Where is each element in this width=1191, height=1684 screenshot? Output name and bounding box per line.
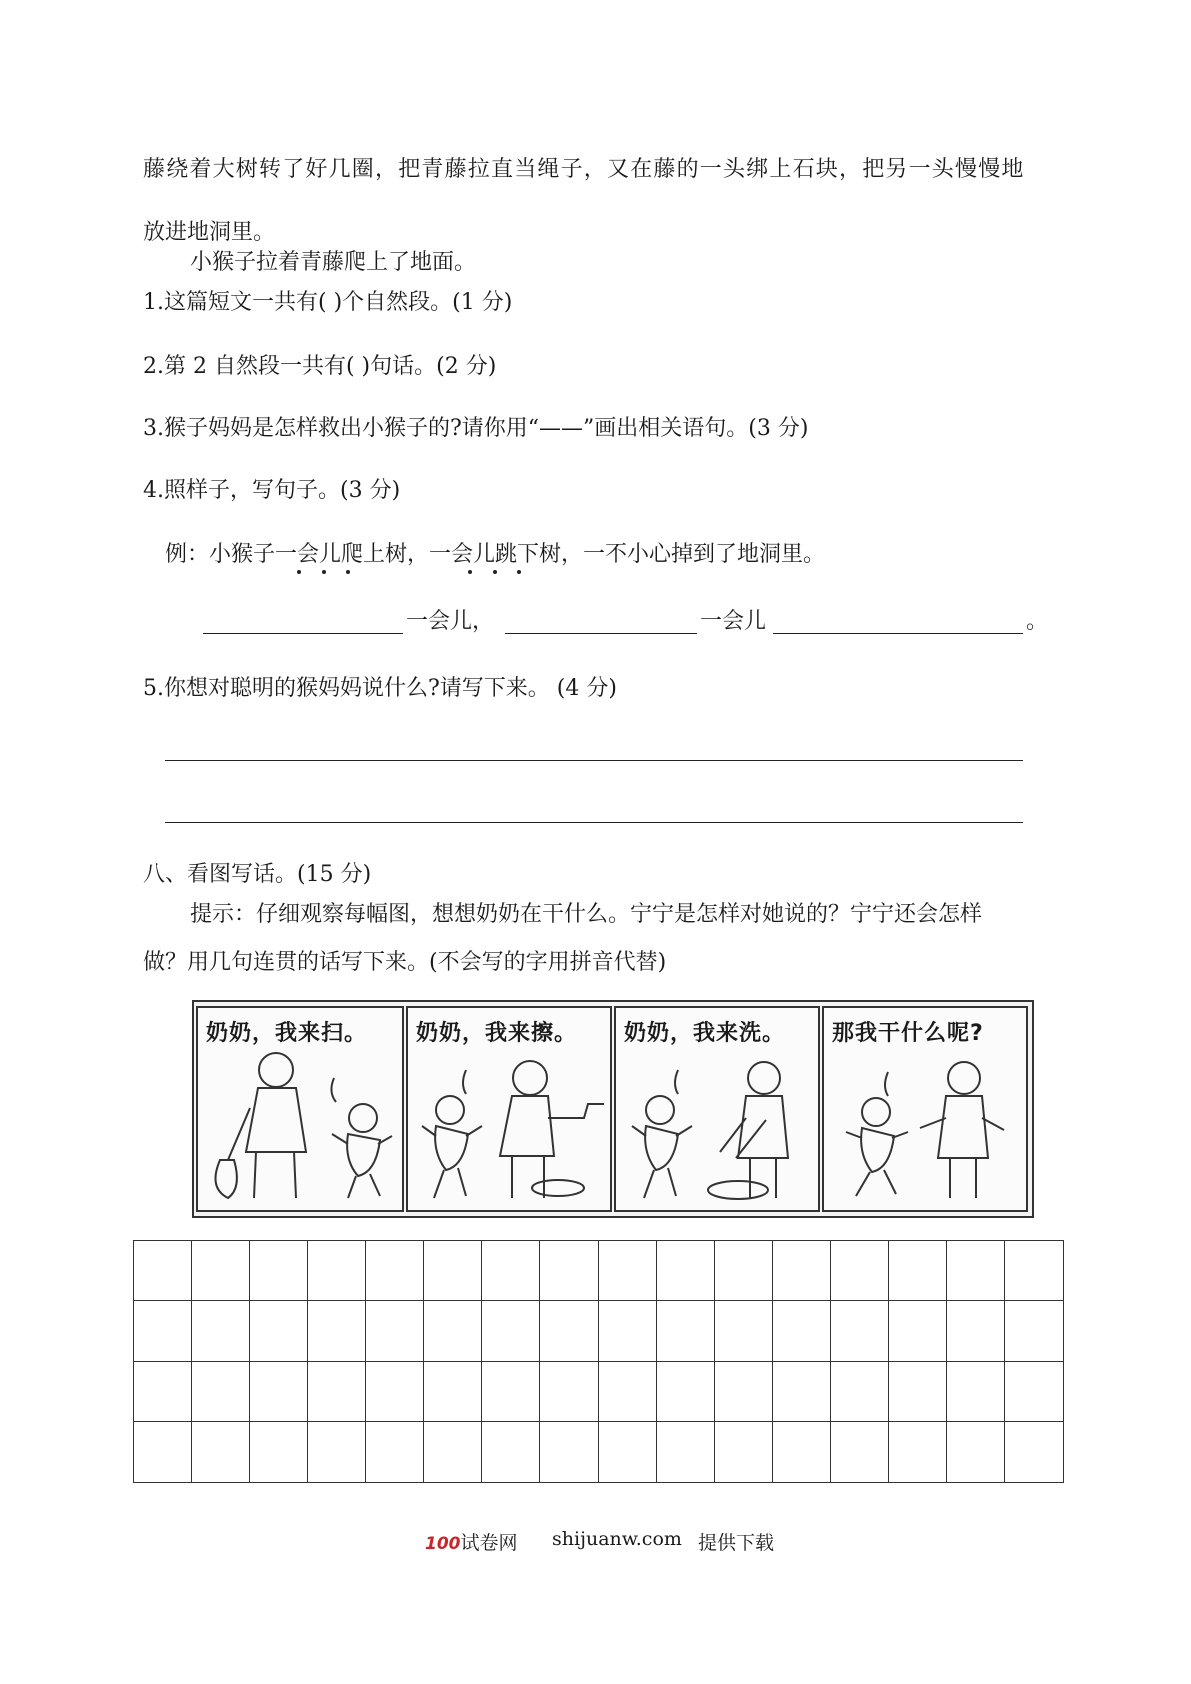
grid-cell[interactable] — [947, 1362, 1005, 1422]
grid-cell[interactable] — [308, 1301, 366, 1361]
grid-cell[interactable] — [657, 1362, 715, 1422]
grid-cell[interactable] — [250, 1422, 308, 1482]
grid-cell[interactable] — [308, 1362, 366, 1422]
grid-cell[interactable] — [1005, 1301, 1063, 1361]
grid-cell[interactable] — [599, 1241, 657, 1301]
question-1: 1.这篇短文一共有( )个自然段。(1 分) — [143, 290, 513, 315]
answer-line-1[interactable] — [165, 760, 1023, 761]
grid-cell[interactable] — [889, 1362, 947, 1422]
fill-word-1: 一会儿， — [406, 609, 495, 634]
grid-cell[interactable] — [889, 1241, 947, 1301]
grid-cell[interactable] — [947, 1241, 1005, 1301]
example-sentence: 例：小猴子一会儿爬上树，一会儿跳下树，一不小心掉到了地洞里。 — [165, 542, 826, 567]
grid-cell[interactable] — [424, 1241, 482, 1301]
comic-panel-wipe — [406, 1006, 612, 1212]
grid-cell[interactable] — [831, 1301, 889, 1361]
fill-word-2: 一会儿 — [700, 609, 767, 634]
panel-caption: 奶奶，我来擦。 — [416, 1021, 578, 1046]
grid-cell[interactable] — [192, 1301, 250, 1361]
grid-cell[interactable] — [947, 1422, 1005, 1482]
grid-cell[interactable] — [366, 1241, 424, 1301]
grid-cell[interactable] — [889, 1301, 947, 1361]
answer-blank-2[interactable] — [505, 633, 697, 634]
grid-cell[interactable] — [482, 1301, 540, 1361]
grid-cell[interactable] — [599, 1422, 657, 1482]
answer-blank-1[interactable] — [203, 633, 403, 634]
passage-line-3: 小猴子拉着青藤爬上了地面。 — [190, 250, 477, 275]
grid-cell[interactable] — [1005, 1422, 1063, 1482]
grid-cell[interactable] — [599, 1362, 657, 1422]
question-4: 4.照样子，写句子。(3 分) — [143, 478, 401, 503]
answer-line-2[interactable] — [165, 822, 1023, 823]
grid-cell[interactable] — [831, 1422, 889, 1482]
grid-cell[interactable] — [308, 1241, 366, 1301]
grid-cell[interactable] — [831, 1362, 889, 1422]
emphasis-dot — [517, 570, 521, 574]
grid-cell[interactable] — [192, 1422, 250, 1482]
panel-caption: 奶奶，我来洗。 — [624, 1021, 786, 1046]
grid-cell[interactable] — [1005, 1241, 1063, 1301]
grid-cell[interactable] — [773, 1241, 831, 1301]
grid-cell[interactable] — [657, 1241, 715, 1301]
grid-cell[interactable] — [366, 1301, 424, 1361]
question-3: 3.猴子妈妈是怎样救出小猴子的?请你用“——”画出相关语句。(3 分) — [143, 416, 809, 441]
grid-cell[interactable] — [424, 1422, 482, 1482]
panel-caption: 奶奶，我来扫。 — [206, 1021, 368, 1046]
grandma-wiping-illustration — [408, 1048, 610, 1212]
grid-cell[interactable] — [192, 1241, 250, 1301]
section-8-hint-1: 提示：仔细观察每幅图，想想奶奶在干什么。宁宁是怎样对她说的？宁宁还会怎样 — [190, 902, 983, 927]
grid-cell[interactable] — [715, 1422, 773, 1482]
grid-cell[interactable] — [715, 1301, 773, 1361]
emphasis-dot — [493, 570, 497, 574]
grid-cell[interactable] — [482, 1241, 540, 1301]
grid-cell[interactable] — [599, 1301, 657, 1361]
grid-cell[interactable] — [250, 1301, 308, 1361]
grandma-sweeping-illustration — [198, 1048, 402, 1212]
grid-cell[interactable] — [831, 1241, 889, 1301]
section-8-hint-2: 做？用几句连贯的话写下来。(不会写的字用拼音代替) — [143, 950, 667, 975]
question-2: 2.第 2 自然段一共有( )句话。(2 分) — [143, 354, 497, 379]
footer — [425, 1528, 518, 1555]
emphasis-dot — [297, 570, 301, 574]
grid-cell[interactable] — [134, 1301, 192, 1361]
emphasis-dot — [468, 570, 472, 574]
grid-cell[interactable] — [947, 1301, 1005, 1361]
grid-cell[interactable] — [366, 1362, 424, 1422]
grid-cell[interactable] — [773, 1422, 831, 1482]
passage-line-1: 藤绕着大树转了好几圈，把青藤拉直当绳子，又在藤的一头绑上石块，把另一头慢慢地 — [143, 157, 1025, 182]
grid-cell[interactable] — [540, 1362, 598, 1422]
panel-caption: 那我干什么呢? — [832, 1021, 984, 1046]
grid-cell[interactable] — [482, 1362, 540, 1422]
passage-line-2: 放进地洞里。 — [143, 220, 276, 245]
grid-cell[interactable] — [540, 1422, 598, 1482]
grid-cell[interactable] — [657, 1301, 715, 1361]
grandma-washing-illustration — [616, 1048, 818, 1212]
footer-site[interactable]: shijuanw.com — [552, 1528, 682, 1550]
grandma-and-child-illustration — [824, 1048, 1026, 1212]
comic-panel-sweep — [196, 1006, 404, 1212]
grid-cell[interactable] — [773, 1301, 831, 1361]
grid-cell[interactable] — [424, 1301, 482, 1361]
grid-cell[interactable] — [889, 1422, 947, 1482]
grid-cell[interactable] — [134, 1422, 192, 1482]
grid-cell[interactable] — [540, 1301, 598, 1361]
grid-cell[interactable] — [134, 1241, 192, 1301]
comic-panel-wash — [614, 1006, 820, 1212]
grid-cell[interactable] — [192, 1362, 250, 1422]
section-8-title: 八、看图写话。(15 分) — [143, 862, 372, 887]
question-5: 5.你想对聪明的猴妈妈说什么?请写下来。 (4 分) — [143, 676, 617, 701]
emphasis-dot — [346, 570, 350, 574]
writing-grid[interactable] — [133, 1240, 1064, 1483]
answer-blank-3[interactable] — [773, 633, 1023, 634]
grid-cell[interactable] — [773, 1362, 831, 1422]
grid-cell[interactable] — [657, 1422, 715, 1482]
fill-end: 。 — [1026, 609, 1049, 634]
emphasis-dot — [322, 570, 326, 574]
grid-cell[interactable] — [540, 1241, 598, 1301]
grid-cell[interactable] — [134, 1362, 192, 1422]
grid-cell[interactable] — [308, 1422, 366, 1482]
site-logo-text: 试卷网 — [460, 1532, 518, 1554]
grid-cell[interactable] — [366, 1422, 424, 1482]
grid-cell[interactable] — [715, 1362, 773, 1422]
site-logo-number: 100 — [425, 1534, 461, 1554]
grid-cell[interactable] — [424, 1362, 482, 1422]
comic-panel-question — [822, 1006, 1028, 1212]
grid-cell[interactable] — [482, 1422, 540, 1482]
comic-strip — [192, 1000, 1034, 1218]
grid-cell[interactable] — [250, 1362, 308, 1422]
grid-cell[interactable] — [715, 1241, 773, 1301]
grid-cell[interactable] — [1005, 1362, 1063, 1422]
grid-cell[interactable] — [250, 1241, 308, 1301]
footer-provide: 提供下载 — [698, 1532, 775, 1554]
